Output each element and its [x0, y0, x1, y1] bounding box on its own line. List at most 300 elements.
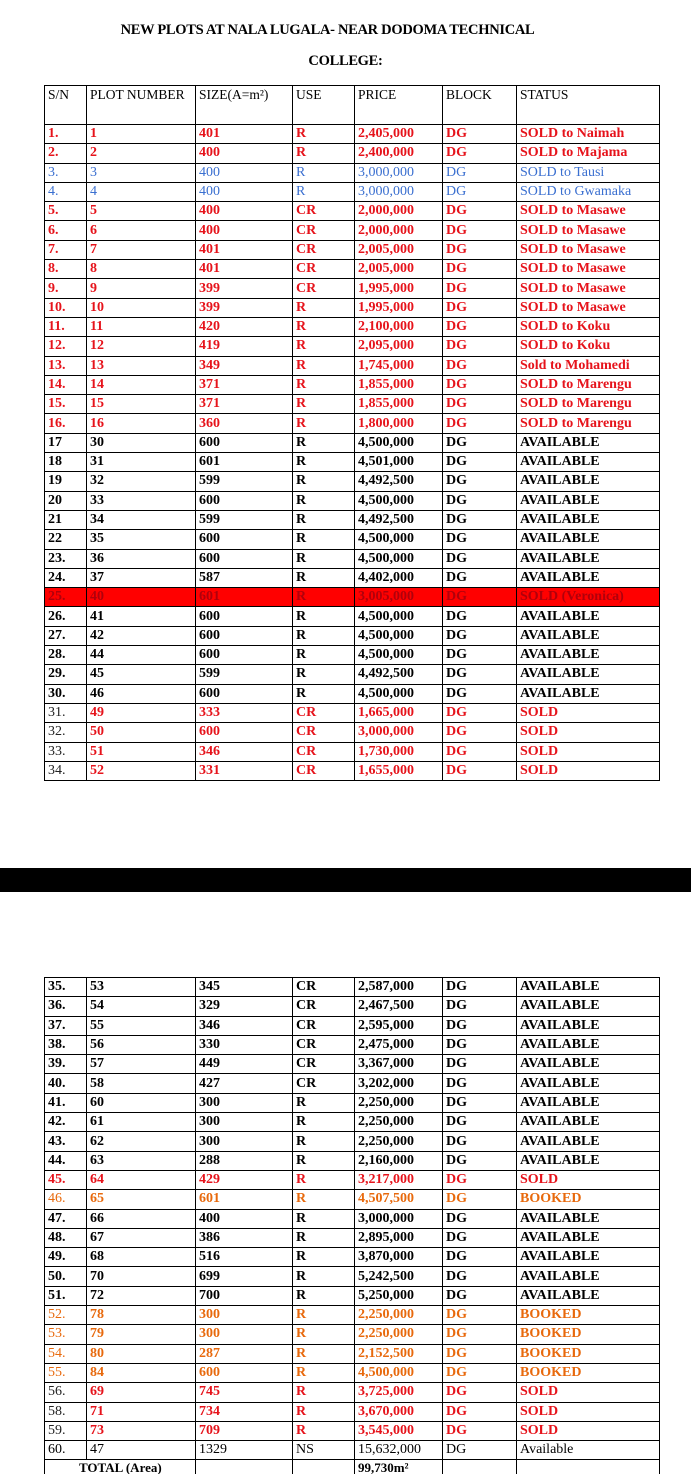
cell-status: BOOKED — [517, 1325, 660, 1344]
cell-plot: 37 — [87, 568, 196, 587]
cell-status: AVAILABLE — [517, 1228, 660, 1247]
cell-size: 300 — [196, 1113, 293, 1132]
cell-size: 401 — [196, 260, 293, 279]
cell-size: 333 — [196, 703, 293, 722]
cell-plot: 80 — [87, 1344, 196, 1363]
table-row — [45, 182, 660, 201]
cell-use: R — [293, 1363, 355, 1382]
cell-sn: 36. — [45, 997, 87, 1016]
cell-size: 600 — [196, 549, 293, 568]
cell-use: CR — [293, 1035, 355, 1054]
cell-block: DG — [443, 568, 517, 587]
cell-price: 1,995,000 — [355, 279, 443, 298]
cell-block: DG — [443, 703, 517, 722]
cell-plot: 30 — [87, 433, 196, 452]
cell-price: 2,467,500 — [355, 997, 443, 1016]
cell-price: 2,250,000 — [355, 1132, 443, 1151]
cell-size: 1329 — [196, 1441, 293, 1460]
cell-price: 4,492,500 — [355, 472, 443, 491]
cell-use: R — [293, 646, 355, 665]
cell-status: SOLD to Marengu — [517, 395, 660, 414]
cell-sn: 26. — [45, 607, 87, 626]
cell-plot: 50 — [87, 723, 196, 742]
cell-use: R — [293, 588, 355, 607]
header-status: STATUS — [517, 86, 660, 125]
cell-price: 4,500,000 — [355, 607, 443, 626]
cell-use: R — [293, 684, 355, 703]
cell-use: CR — [293, 260, 355, 279]
cell-use: R — [293, 1190, 355, 1209]
cell-use: R — [293, 607, 355, 626]
cell-sn: 30. — [45, 684, 87, 703]
cell-size: 287 — [196, 1344, 293, 1363]
cell-size: 449 — [196, 1055, 293, 1074]
cell-status: SOLD — [517, 1383, 660, 1402]
cell-block: DG — [443, 1248, 517, 1267]
cell-plot: 32 — [87, 472, 196, 491]
cell-use: R — [293, 1132, 355, 1151]
cell-block: DG — [443, 472, 517, 491]
table-row — [45, 125, 660, 144]
cell-size: 600 — [196, 530, 293, 549]
cell-use: R — [293, 472, 355, 491]
total-value: 99,730m² — [355, 1460, 443, 1474]
cell-sn: 29. — [45, 665, 87, 684]
cell-use: R — [293, 125, 355, 144]
cell-price: 2,000,000 — [355, 221, 443, 240]
cell-block: DG — [443, 202, 517, 221]
cell-plot: 54 — [87, 997, 196, 1016]
cell-price: 4,507,500 — [355, 1190, 443, 1209]
cell-status: SOLD to Naimah — [517, 125, 660, 144]
cell-price: 15,632,000 — [355, 1441, 443, 1460]
plots-table-page-1 — [44, 85, 660, 781]
cell-size: 400 — [196, 221, 293, 240]
page-title: NEW PLOTS AT NALA LUGALA- NEAR DODOMA TECHNICAL — [120, 22, 535, 38]
cell-price: 2,250,000 — [355, 1306, 443, 1325]
cell-block: DG — [443, 1074, 517, 1093]
total-row — [45, 1460, 660, 1474]
table-row — [45, 1035, 660, 1054]
table-row — [45, 414, 660, 433]
cell-size: 386 — [196, 1228, 293, 1247]
cell-status: SOLD — [517, 703, 660, 722]
cell-price: 2,405,000 — [355, 125, 443, 144]
cell-price: 1,855,000 — [355, 375, 443, 394]
cell-status: AVAILABLE — [517, 568, 660, 587]
cell-status: SOLD to Koku — [517, 317, 660, 336]
cell-price: 4,500,000 — [355, 684, 443, 703]
cell-price: 5,250,000 — [355, 1286, 443, 1305]
cell-size: 371 — [196, 375, 293, 394]
cell-status: AVAILABLE — [517, 684, 660, 703]
cell-status: SOLD — [517, 742, 660, 761]
table-row — [45, 279, 660, 298]
cell-status: AVAILABLE — [517, 665, 660, 684]
table-row — [45, 1074, 660, 1093]
cell-status: SOLD — [517, 1170, 660, 1189]
cell-size: 587 — [196, 568, 293, 587]
page-separator — [0, 868, 691, 892]
cell-plot: 45 — [87, 665, 196, 684]
cell-block: DG — [443, 1170, 517, 1189]
cell-use: R — [293, 1170, 355, 1189]
cell-size: 419 — [196, 337, 293, 356]
cell-block: DG — [443, 1286, 517, 1305]
cell-plot: 55 — [87, 1016, 196, 1035]
table-row — [45, 742, 660, 761]
cell-plot: 66 — [87, 1209, 196, 1228]
cell-price: 3,000,000 — [355, 723, 443, 742]
cell-size: 300 — [196, 1325, 293, 1344]
cell-plot: 53 — [87, 978, 196, 997]
cell-plot: 41 — [87, 607, 196, 626]
header-sn: S/N — [45, 86, 87, 125]
cell-block: DG — [443, 761, 517, 780]
table-row — [45, 997, 660, 1016]
cell-price: 2,160,000 — [355, 1151, 443, 1170]
cell-block: DG — [443, 530, 517, 549]
table-row — [45, 549, 660, 568]
cell-use: CR — [293, 240, 355, 259]
cell-price: 4,402,000 — [355, 568, 443, 587]
cell-status: AVAILABLE — [517, 1286, 660, 1305]
cell-block: DG — [443, 549, 517, 568]
cell-size: 745 — [196, 1383, 293, 1402]
cell-sn: 17 — [45, 433, 87, 452]
cell-sn: 14. — [45, 375, 87, 394]
cell-plot: 69 — [87, 1383, 196, 1402]
cell-block: DG — [443, 260, 517, 279]
cell-price: 3,005,000 — [355, 588, 443, 607]
cell-block: DG — [443, 433, 517, 452]
cell-size: 699 — [196, 1267, 293, 1286]
cell-status: AVAILABLE — [517, 1074, 660, 1093]
cell-size: 400 — [196, 202, 293, 221]
cell-use: R — [293, 453, 355, 472]
cell-block: DG — [443, 510, 517, 529]
cell-status: AVAILABLE — [517, 1035, 660, 1054]
cell-plot: 8 — [87, 260, 196, 279]
cell-status: SOLD to Masawe — [517, 240, 660, 259]
cell-size: 330 — [196, 1035, 293, 1054]
cell-sn: 50. — [45, 1267, 87, 1286]
cell-sn: 33. — [45, 742, 87, 761]
cell-price: 2,005,000 — [355, 240, 443, 259]
cell-price: 4,500,000 — [355, 491, 443, 510]
plots-table-page-2 — [44, 977, 660, 1474]
cell-size: 709 — [196, 1421, 293, 1440]
cell-price: 4,500,000 — [355, 530, 443, 549]
table-row — [45, 1170, 660, 1189]
cell-price: 2,595,000 — [355, 1016, 443, 1035]
cell-plot: 44 — [87, 646, 196, 665]
table-row — [45, 453, 660, 472]
table-row — [45, 626, 660, 645]
cell-price: 2,100,000 — [355, 317, 443, 336]
cell-use: R — [293, 665, 355, 684]
cell-price: 2,095,000 — [355, 337, 443, 356]
cell-block: DG — [443, 742, 517, 761]
cell-status: Available — [517, 1441, 660, 1460]
cell-size: 288 — [196, 1151, 293, 1170]
cell-price: 3,000,000 — [355, 163, 443, 182]
cell-price: 1,745,000 — [355, 356, 443, 375]
cell-sn: 44. — [45, 1151, 87, 1170]
cell-status: AVAILABLE — [517, 646, 660, 665]
cell-sn: 35. — [45, 978, 87, 997]
cell-status: AVAILABLE — [517, 1151, 660, 1170]
cell-use: R — [293, 433, 355, 452]
cell-block: DG — [443, 1421, 517, 1440]
cell-use: R — [293, 1306, 355, 1325]
cell-plot: 70 — [87, 1267, 196, 1286]
cell-block: DG — [443, 1113, 517, 1132]
cell-status: AVAILABLE — [517, 978, 660, 997]
table-row — [45, 703, 660, 722]
cell-size: 399 — [196, 298, 293, 317]
cell-sn: 5. — [45, 202, 87, 221]
cell-status: AVAILABLE — [517, 1209, 660, 1228]
table-row — [45, 1344, 660, 1363]
cell-sn: 52. — [45, 1306, 87, 1325]
cell-sn: 45. — [45, 1170, 87, 1189]
cell-plot: 72 — [87, 1286, 196, 1305]
cell-plot: 40 — [87, 588, 196, 607]
cell-use: CR — [293, 703, 355, 722]
cell-size: 600 — [196, 723, 293, 742]
table-row — [45, 510, 660, 529]
table-row — [45, 1267, 660, 1286]
cell-plot: 64 — [87, 1170, 196, 1189]
cell-status: AVAILABLE — [517, 626, 660, 645]
cell-price: 3,202,000 — [355, 1074, 443, 1093]
cell-block: DG — [443, 1055, 517, 1074]
cell-block: DG — [443, 1441, 517, 1460]
cell-plot: 56 — [87, 1035, 196, 1054]
cell-status: SOLD — [517, 1402, 660, 1421]
cell-plot: 47 — [87, 1441, 196, 1460]
cell-price: 2,152,500 — [355, 1344, 443, 1363]
cell-status: SOLD to Masawe — [517, 260, 660, 279]
cell-sn: 16. — [45, 414, 87, 433]
cell-price: 3,725,000 — [355, 1383, 443, 1402]
cell-status: SOLD to Masawe — [517, 221, 660, 240]
cell-sn: 31. — [45, 703, 87, 722]
cell-status: AVAILABLE — [517, 530, 660, 549]
cell-use: R — [293, 1383, 355, 1402]
cell-size: 400 — [196, 163, 293, 182]
header-use: USE — [293, 86, 355, 125]
cell-plot: 71 — [87, 1402, 196, 1421]
cell-use: R — [293, 1344, 355, 1363]
cell-sn: 13. — [45, 356, 87, 375]
cell-use: R — [293, 1228, 355, 1247]
cell-size: 420 — [196, 317, 293, 336]
cell-sn: 10. — [45, 298, 87, 317]
cell-status: AVAILABLE — [517, 1016, 660, 1035]
table-row — [45, 1286, 660, 1305]
cell-sn: 2. — [45, 144, 87, 163]
cell-sn: 34. — [45, 761, 87, 780]
cell-plot: 31 — [87, 453, 196, 472]
cell-plot: 51 — [87, 742, 196, 761]
table-row — [45, 395, 660, 414]
table-row — [45, 144, 660, 163]
table-row — [45, 1093, 660, 1112]
cell-use: R — [293, 1286, 355, 1305]
cell-plot: 12 — [87, 337, 196, 356]
cell-plot: 16 — [87, 414, 196, 433]
cell-status: SOLD to Gwamaka — [517, 182, 660, 201]
table-row — [45, 1248, 660, 1267]
cell-size: 346 — [196, 742, 293, 761]
cell-sn: 6. — [45, 221, 87, 240]
cell-size: 427 — [196, 1074, 293, 1093]
cell-plot: 68 — [87, 1248, 196, 1267]
cell-use: R — [293, 163, 355, 182]
cell-sn: 55. — [45, 1363, 87, 1382]
cell-status: BOOKED — [517, 1190, 660, 1209]
cell-size: 371 — [196, 395, 293, 414]
cell-sn: 23. — [45, 549, 87, 568]
cell-price: 2,475,000 — [355, 1035, 443, 1054]
cell-size: 329 — [196, 997, 293, 1016]
table-row — [45, 375, 660, 394]
table-row — [45, 1190, 660, 1209]
cell-status: AVAILABLE — [517, 607, 660, 626]
cell-use: R — [293, 1421, 355, 1440]
cell-use: CR — [293, 742, 355, 761]
cell-status: AVAILABLE — [517, 433, 660, 452]
table-row — [45, 337, 660, 356]
cell-size: 600 — [196, 607, 293, 626]
cell-status: SOLD — [517, 723, 660, 742]
cell-price: 2,895,000 — [355, 1228, 443, 1247]
cell-plot: 13 — [87, 356, 196, 375]
cell-price: 2,005,000 — [355, 260, 443, 279]
cell-sn: 48. — [45, 1228, 87, 1247]
cell-block: DG — [443, 317, 517, 336]
cell-price: 3,870,000 — [355, 1248, 443, 1267]
cell-use: R — [293, 510, 355, 529]
table-row — [45, 1113, 660, 1132]
cell-use: CR — [293, 997, 355, 1016]
cell-sn: 54. — [45, 1344, 87, 1363]
cell-size: 601 — [196, 1190, 293, 1209]
cell-status: AVAILABLE — [517, 1267, 660, 1286]
cell-price: 1,655,000 — [355, 761, 443, 780]
cell-status: SOLD — [517, 761, 660, 780]
cell-block: DG — [443, 1267, 517, 1286]
cell-block: DG — [443, 997, 517, 1016]
cell-price: 3,000,000 — [355, 1209, 443, 1228]
table-row — [45, 356, 660, 375]
cell-sn: 46. — [45, 1190, 87, 1209]
cell-price: 1,730,000 — [355, 742, 443, 761]
table-row — [45, 1441, 660, 1460]
cell-sn: 8. — [45, 260, 87, 279]
cell-price: 2,400,000 — [355, 144, 443, 163]
cell-use: R — [293, 144, 355, 163]
cell-sn: 39. — [45, 1055, 87, 1074]
cell-price: 1,800,000 — [355, 414, 443, 433]
cell-size: 516 — [196, 1248, 293, 1267]
cell-plot: 34 — [87, 510, 196, 529]
cell-plot: 9 — [87, 279, 196, 298]
cell-block: DG — [443, 684, 517, 703]
cell-sn: 59. — [45, 1421, 87, 1440]
cell-use: R — [293, 395, 355, 414]
cell-plot: 6 — [87, 221, 196, 240]
cell-sn: 3. — [45, 163, 87, 182]
cell-block: DG — [443, 1151, 517, 1170]
table-row — [45, 472, 660, 491]
cell-block: DG — [443, 240, 517, 259]
cell-status: AVAILABLE — [517, 1132, 660, 1151]
cell-status: AVAILABLE — [517, 491, 660, 510]
cell-plot: 14 — [87, 375, 196, 394]
cell-plot: 52 — [87, 761, 196, 780]
cell-size: 700 — [196, 1286, 293, 1305]
table-row — [45, 1363, 660, 1382]
cell-sn: 11. — [45, 317, 87, 336]
cell-price: 3,545,000 — [355, 1421, 443, 1440]
cell-plot: 63 — [87, 1151, 196, 1170]
cell-use: CR — [293, 761, 355, 780]
cell-sn: 51. — [45, 1286, 87, 1305]
cell-use: CR — [293, 1074, 355, 1093]
cell-price: 3,217,000 — [355, 1170, 443, 1189]
cell-block: DG — [443, 1383, 517, 1402]
cell-use: CR — [293, 221, 355, 240]
cell-use: R — [293, 182, 355, 201]
cell-sn: 7. — [45, 240, 87, 259]
cell-block: DG — [443, 1228, 517, 1247]
cell-block: DG — [443, 414, 517, 433]
cell-size: 734 — [196, 1402, 293, 1421]
cell-use: R — [293, 491, 355, 510]
cell-price: 2,250,000 — [355, 1093, 443, 1112]
cell-use: R — [293, 375, 355, 394]
cell-block: DG — [443, 588, 517, 607]
cell-status: SOLD (Veronica) — [517, 588, 660, 607]
cell-block: DG — [443, 1190, 517, 1209]
cell-sn: 43. — [45, 1132, 87, 1151]
cell-use: R — [293, 317, 355, 336]
cell-block: DG — [443, 395, 517, 414]
cell-block: DG — [443, 1402, 517, 1421]
cell-price: 1,665,000 — [355, 703, 443, 722]
table-row — [45, 761, 660, 780]
cell-plot: 61 — [87, 1113, 196, 1132]
table-row — [45, 1151, 660, 1170]
cell-price: 3,367,000 — [355, 1055, 443, 1074]
header-size: SIZE(A=m²) — [196, 86, 293, 125]
cell-use: R — [293, 568, 355, 587]
cell-status: AVAILABLE — [517, 1113, 660, 1132]
cell-use: CR — [293, 1055, 355, 1074]
cell-size: 345 — [196, 978, 293, 997]
cell-price: 4,500,000 — [355, 646, 443, 665]
cell-plot: 4 — [87, 182, 196, 201]
cell-use: R — [293, 414, 355, 433]
cell-use: R — [293, 1093, 355, 1112]
cell-sn: 56. — [45, 1383, 87, 1402]
cell-block: DG — [443, 144, 517, 163]
cell-plot: 84 — [87, 1363, 196, 1382]
cell-sn: 21 — [45, 510, 87, 529]
